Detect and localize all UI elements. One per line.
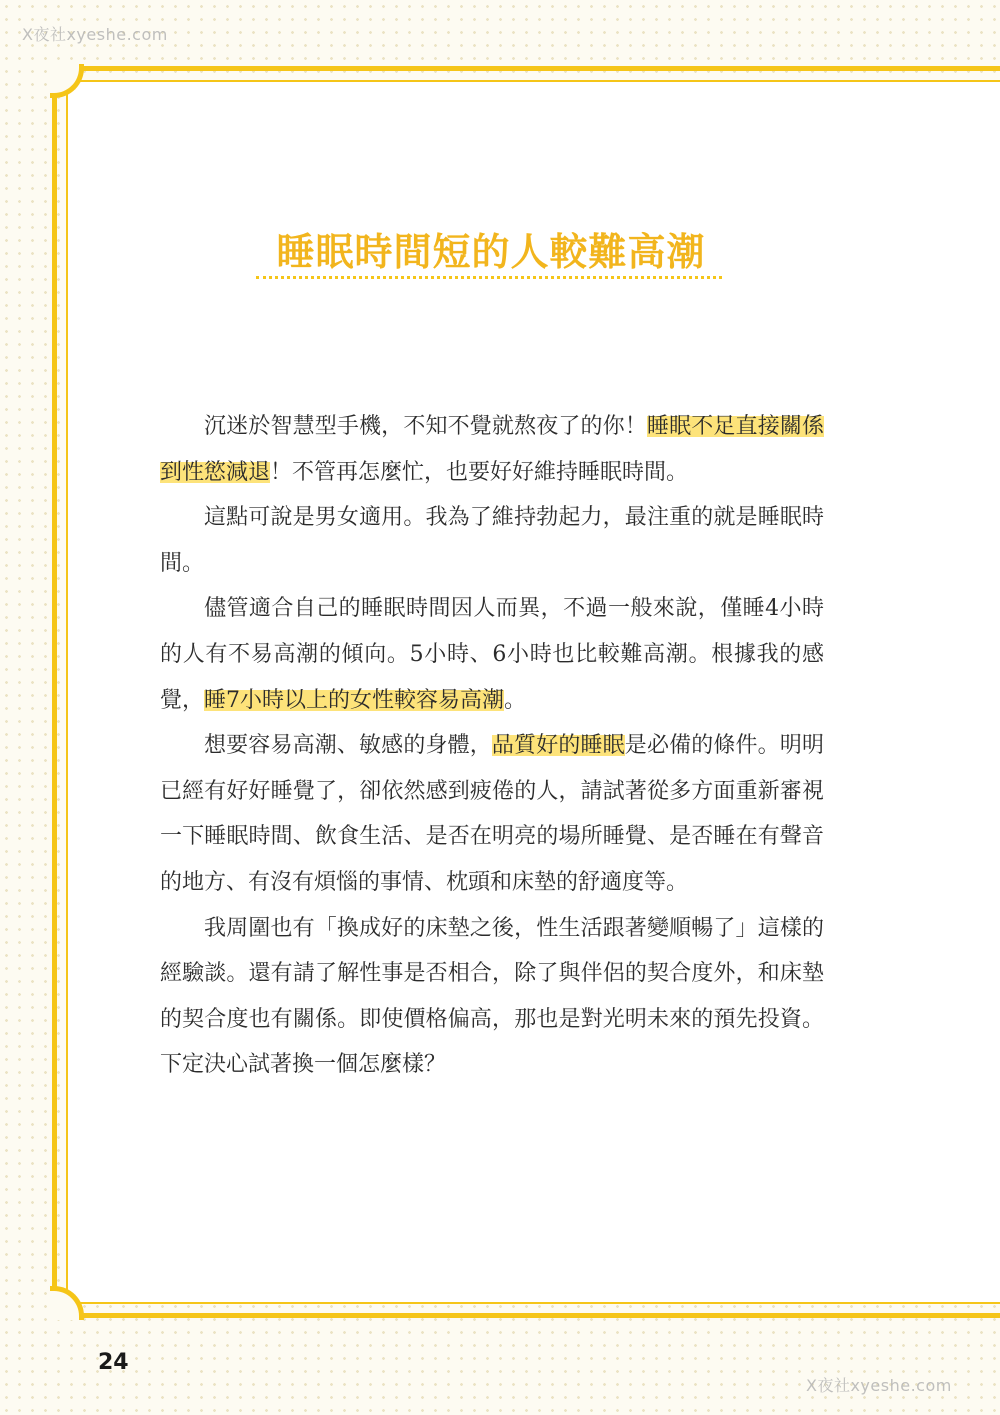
text-segment: 這點可說是男女適用。我為了維持勃起力，最注重的就是睡眠時間。 — [160, 505, 824, 576]
text-segment: ！不管再怎麼忙，也要好好維持睡眠時間。 — [270, 459, 689, 485]
text-segment: 我周圍也有「換成好的床墊之後，性生活跟著變順暢了」這樣的經驗談。還有請了解性事是否相合，除了與伴侶的契合度外，和床墊的契合度也有關係。即使價格偏高，那也是對光明未來的預先投資。下定決心試著換一個怎麼樣？ — [160, 915, 824, 1078]
watermark-bottom: Ⅹ夜社xyeshe.com — [806, 1376, 952, 1395]
paragraph — [160, 404, 824, 495]
text-segment: 想要容易高潮、敏感的身體， — [204, 733, 492, 759]
page-title: 睡眠時間短的人較難高潮 — [276, 230, 706, 274]
text-segment: 儘管適合自己的睡眠時間因人而異，不過一般來說，僅睡4小時的人有不易高潮的傾向。5小時、6小時也比較難高潮。根據我的感覺， — [160, 596, 824, 713]
page-number: 24 — [98, 1350, 129, 1375]
highlighted-text: 品質好的睡眠 — [491, 733, 625, 759]
text-segment: 是必備的條件。明明已經有好好睡覺了，卻依然感到疲倦的人，請試著從多方面重新審視一下睡眠時間、飲食生活、是否在明亮的場所睡覺、是否睡在有聲音的地方、有沒有煩惱的事情、枕頭和床墊的舒適度等。 — [160, 733, 824, 895]
text-segment: 沉迷於智慧型手機，不知不覺就熬夜了的你！ — [204, 414, 647, 439]
title-dotted-underline — [256, 276, 722, 279]
paragraph — [160, 723, 824, 905]
body-text — [160, 404, 824, 1088]
paragraph — [160, 586, 824, 723]
paragraph — [160, 495, 824, 586]
watermark-top: Ⅹ夜社xyeshe.com — [22, 25, 168, 44]
highlighted-text: 睡眠不足直接關係到性慾減退 — [160, 414, 824, 485]
text-segment: 。 — [504, 687, 527, 713]
paragraph — [160, 906, 824, 1088]
highlighted-text: 睡7小時以上的女性較容易高潮 — [204, 687, 505, 713]
